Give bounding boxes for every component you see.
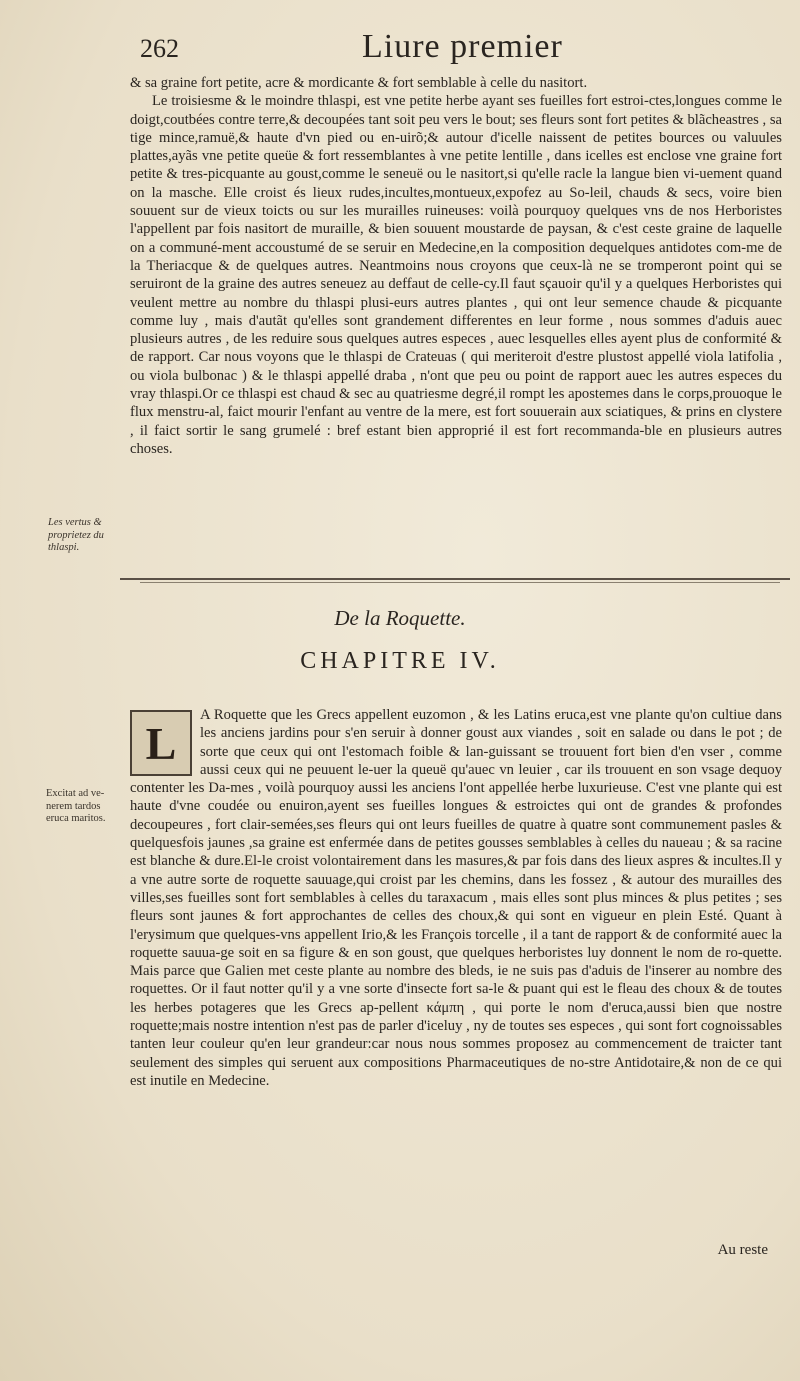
section-rule-thin: [140, 582, 780, 583]
thlaspi-text: [130, 74, 782, 458]
page-number: 262: [140, 34, 179, 63]
chapter-heading: CHAPITRE IV.: [300, 648, 500, 674]
catchword: Au reste: [717, 1242, 768, 1258]
paragraph-thlaspi: Le troisiesme & le moindre thlaspi, est vne petite herbe ayant ses fueilles fort estroi-ctes,longues comme le doigt,coutbées contre terre,& decoupées tant soit peu vers le bout; ses fleurs sont fort petites & blãcheastres , sa tige mince,ramuë,& haute d'vn pied ou en-uirõ;& autour d'icelle naissent de petites bources ou valuules plattes,ayãs vne petite queüe & fort ressemblantes à vne petite lentille , dans icelles est enclose vne graine fort petite & tres-picquante au goust,comme le seneuë ou le nasitort,si qu'elle racle la langue bien vi-uement quand on la masche. Elle croist és lieux rudes,incultes,montueux,expofez au So-leil, chauds & secs, voire bien souuent sur de vieux toicts ou sur les murailles ruineuses: voilà pourquoy quelques vns de nos Herboristes l'appellent par fois nasitort de muraille, & bien souuent moustarde de paysan, & c'est ceste graine de laquelle on a communé-ment accoustumé de se seruir en Medecine,en la composition dequelques antidotes com-me de la Theriacque & de quelques autres. Neantmoins nous croyons que ceux-là ne se tromperont point qui se seruiront de la graine des autres seneuez au deffaut de celle-cy.Il faut sçauoir qu'il y a quelques Herboristes qui veulent mettre au nombre du thlaspi plusi-eurs autres plantes , qui ont leur semence chaude & picquante comme luy , mais d'autãt qu'elles sont grandement differentes en leur forme , nous sommes d'aduis auec plusieurs autres , de les reduire sous quelques autres especes , auec lesquelles elles ayent plus de conformité & de rapport. Car nous voyons que le thlaspi de Crateuas ( qui meriteroit d'estre plustost appellé viola latifolia , ou viola bulbonac ) & le thlaspi appellé draba , n'ont que peu ou point de rapport auec les autres especes du vray thlaspi.Or ce thlaspi est chaud & sec au quatriesme degré,il rompt les apostemes dans le corps,prouoque le flux menstru-al, faict mourir l'enfant au ventre de la mere, est fort souuerain aux sciatiques, & prins en clystere , il faict sortir le sang grumelé : bref estant bien approprié il est fort recommanda-ble en plusieurs autres choses.: [130, 93, 782, 457]
paragraph-continuation: & sa graine fort petite, acre & mordicante & fort semblable à celle du nasitort.: [130, 75, 588, 91]
running-title: Liure premier: [362, 28, 563, 65]
margin-note-vertus: Les vertus & proprietez du thlaspi.: [48, 517, 104, 553]
paragraph-roquette: A Roquette que les Grecs appellent euzomon , & les Latins eruca,est vne plante qu'on cultiue dans les anciens jardins pour s'en seruir à donner goust aux viandes , soit en salade ou dans le pot ; de sorte que ceux qui ont l'estomach foible & lan-guissant se trouuent fort bien d'en vser , comme aussi ceux qui ne peuuent le-uer la queuë qu'auec vn leuier , car ils trouuent en son vsage dequoy contenter les Da-mes , voilà pourquoy aussi les anciens l'ont appellée herbe luxurieuse. C'est vne plante qui est haute d'vne coudée ou enuiron,ayent ses fueilles longues & estroictes qui ont de grandes & profondes decoupeures , fort clair-semées,ses fleurs qui ont leurs fueilles de quatre à quatre sont communement pasles & quelquesfois jaunes ,sa graine est enfermée dans de petites gousses semblables à celles du naueau ; & sa racine est blanche & dure.El-le croist volontairement dans les masures,& par fois dans des lieux aspres & incultes.Il y a vne autre sorte de roquette sauuage,qui croist par les chemins, dans les fossez , & autour des murailles des villes,ses fueilles sont fort semblables à celles du taraxacum , mais elles sont plus minces & plus petites ; ses fleurs sont jaunes & fort approchantes de celles des choux,& qui sont en vigueur en plein Esté. Quant à l'erysimum que quelques-vns appellent Irio,& les François torcelle , il a tant de rapport & de conformité auec la roquette sauua-ge soit en sa figure & en son goust, que quelques herboristes luy donnent le nom de ro-quette. Mais parce que Galien met ceste plante au nombre des bleds, ie ne suis pas d'aduis de l'inserer au nombre des roquettes. Or il faut notter qu'il y a vne sorte d'insecte fort sa-le & puant qui est le fleau des choux & de toutes les herbes potageres que les Grecs ap-pellent κάμπη , qui porte le nom d'eruca,aussi bien que nostre roquette;mais nostre intention n'est pas de parler d'iceluy , ny de toutes ses especes , qui sont fort cognoissables tanten leur couleur qu'en leur grandeur:car nous nous sommes proposez au commencement de traicter tant seulement des simples qui seruent aux compositions Pharmaceutiques de no-stre Antidotaire,& non de ce qui est inutile en Medecine.: [130, 707, 782, 1089]
roquette-text: [130, 706, 782, 1090]
section-title: De la Roquette.: [334, 606, 466, 630]
margin-note-latin: Excitat ad ve-nerem tardos eruca maritos.: [46, 788, 106, 824]
section-rule: [120, 578, 790, 580]
drop-cap-initial: L: [130, 710, 192, 776]
page-header: [130, 28, 770, 76]
